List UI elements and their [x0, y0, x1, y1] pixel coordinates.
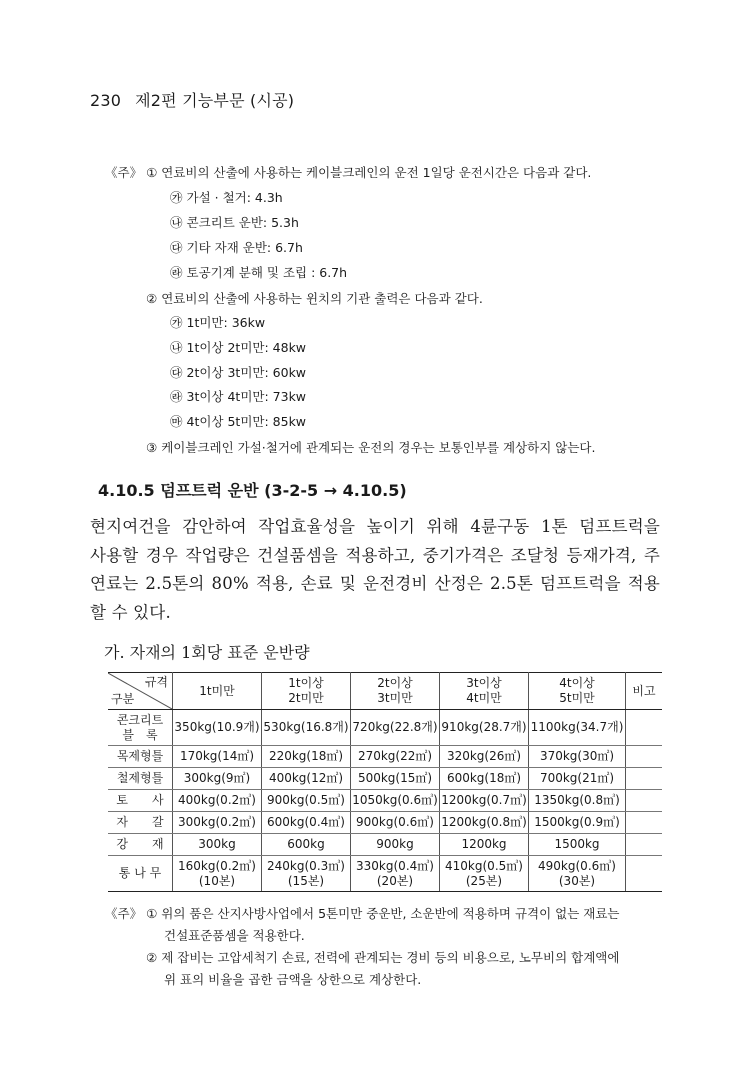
- table-cell: 320kg(26㎡): [440, 746, 529, 768]
- col-header-line2: 2t미만: [288, 691, 324, 705]
- table-cell: 900kg(0.6㎥): [351, 812, 440, 834]
- page-header: [90, 88, 294, 111]
- table-cell: 530kg(16.8개): [262, 710, 351, 746]
- cell-line1: 410kg(0.5㎥): [445, 858, 523, 873]
- note-text: 가설 · 철거: 4.3h: [186, 190, 283, 205]
- note-mark: ①: [146, 906, 158, 921]
- body-line: 할 수 있다.: [90, 602, 171, 622]
- table-header-row: [108, 673, 662, 710]
- col-header-line1: 비고: [632, 683, 656, 698]
- note-row: [170, 238, 303, 256]
- table-cell: 600kg(0.4㎥): [262, 812, 351, 834]
- cell-line1: 240kg(0.3㎥): [267, 858, 345, 873]
- table-cell: 300kg: [173, 834, 262, 856]
- cell-line2: (10본): [198, 873, 236, 888]
- table-heading: 가. 자재의 1회당 표준 운반량: [104, 643, 310, 662]
- note-row: [170, 363, 306, 381]
- col-header-line2: 4t미만: [466, 691, 502, 705]
- table-cell: 300kg(9㎡): [173, 768, 262, 790]
- table-cell: [626, 834, 663, 856]
- note-mark: ㉮: [170, 315, 183, 330]
- table-cell: [626, 746, 663, 768]
- table-cell: [351, 856, 440, 892]
- table-cell: 1050kg(0.6㎥): [351, 790, 440, 812]
- table-cell: 1100kg(34.7개): [529, 710, 626, 746]
- cell-line1: 490kg(0.6㎥): [538, 858, 616, 873]
- corner-spec-label: 규격: [144, 675, 168, 689]
- note-mark: ①: [146, 165, 158, 180]
- note-mark: ㉯: [170, 215, 183, 230]
- table-cell: 370kg(30㎡): [529, 746, 626, 768]
- note-text: 3t이상 4t미만: 73kw: [186, 389, 307, 404]
- note-mark: ㉮: [170, 190, 183, 205]
- col-header: [173, 673, 262, 710]
- table-cell: [173, 856, 262, 892]
- corner-category-label: 구분: [111, 692, 135, 706]
- cell-line2: (15본): [287, 873, 325, 888]
- note-row: [105, 904, 620, 922]
- corner-header: [108, 673, 173, 710]
- row-label: 토 사: [108, 790, 173, 812]
- table-row: [108, 746, 662, 768]
- note-text: 기타 자재 운반: 6.7h: [186, 240, 303, 255]
- table-cell: [626, 768, 663, 790]
- cell-line2: (30본): [558, 873, 596, 888]
- note-mark: ㉱: [170, 265, 183, 280]
- row-label: 강 재: [108, 834, 173, 856]
- table-cell: 600kg: [262, 834, 351, 856]
- note-text: 위 표의 비율을 곱한 금액을 상한으로 계상한다.: [164, 972, 422, 987]
- note-row: [170, 313, 265, 331]
- note-row: [146, 438, 595, 456]
- note-row: [170, 387, 306, 405]
- col-header: [529, 673, 626, 710]
- note-row: [170, 338, 306, 356]
- note-mark: ②: [146, 950, 158, 965]
- cell-line2: (25본): [465, 873, 503, 888]
- table-cell: 500kg(15㎡): [351, 768, 440, 790]
- table-cell: 400kg(12㎡): [262, 768, 351, 790]
- table-cell: 270kg(22㎡): [351, 746, 440, 768]
- col-header-line1: 3t이상: [466, 676, 502, 690]
- col-header: [440, 673, 529, 710]
- table-cell: 720kg(22.8개): [351, 710, 440, 746]
- table-cell: [440, 856, 529, 892]
- note-text: 토공기계 분해 및 조립 : 6.7h: [186, 265, 348, 280]
- row-label: 목제형틀: [108, 746, 173, 768]
- table-cell: 900kg(0.5㎥): [262, 790, 351, 812]
- table-cell: 1200kg: [440, 834, 529, 856]
- row-label: [108, 710, 173, 746]
- note-row: [146, 948, 619, 966]
- note-row: [146, 289, 483, 307]
- table-row: [108, 834, 662, 856]
- note-text: 연료비의 산출에 사용하는 윈치의 기관 출력은 다음과 같다.: [161, 291, 483, 306]
- body-line: 사용할 경우 작업량은 건설품셈을 적용하고, 중기가격은 조달청 등재가격, 주: [90, 545, 660, 565]
- row-label: 철제형틀: [108, 768, 173, 790]
- table-cell: 300kg(0.2㎥): [173, 812, 262, 834]
- note-text: 연료비의 산출에 사용하는 케이블크레인의 운전 1일당 운전시간은 다음과 같다.: [161, 165, 592, 180]
- table-row: [108, 710, 662, 746]
- note-text: 1t이상 2t미만: 48kw: [186, 340, 307, 355]
- row-label-line2: 블 록: [122, 727, 158, 742]
- note-mark: ②: [146, 291, 158, 306]
- table-cell: [626, 812, 663, 834]
- col-header-line1: 1t미만: [199, 683, 235, 698]
- note-text: 콘크리트 운반: 5.3h: [186, 215, 299, 230]
- cell-line1: 330kg(0.4㎥): [356, 858, 434, 873]
- note-mark: ㉰: [170, 365, 183, 380]
- table-cell: 900kg: [351, 834, 440, 856]
- table-cell: [626, 856, 663, 892]
- col-header-line2: 5t미만: [559, 691, 595, 705]
- table-cell: 1200kg(0.7㎥): [440, 790, 529, 812]
- col-header: [351, 673, 440, 710]
- table-cell: 1350kg(0.8㎥): [529, 790, 626, 812]
- row-label: 자 갈: [108, 812, 173, 834]
- row-label: 통 나 무: [108, 856, 173, 892]
- body-paragraph: [90, 513, 660, 627]
- note-text: 제 잡비는 고압세척기 손료, 전력에 관계되는 경비 등의 비용으로, 노무비의 합계액에: [161, 950, 620, 965]
- note-mark: ㉲: [170, 414, 183, 429]
- table-cell: 350kg(10.9개): [173, 710, 262, 746]
- note-row: [170, 412, 306, 430]
- note-row: [105, 163, 591, 181]
- cell-line1: 160kg(0.2㎥): [178, 858, 256, 873]
- table-cell: 1500kg(0.9㎥): [529, 812, 626, 834]
- table-cell: 910kg(28.7개): [440, 710, 529, 746]
- note-text: 4t이상 5t미만: 85kw: [186, 414, 307, 429]
- table-cell: [529, 856, 626, 892]
- note-row: [170, 263, 347, 281]
- note-text: 2t이상 3t미만: 60kw: [186, 365, 307, 380]
- table-cell: [626, 790, 663, 812]
- table-cell: 400kg(0.2㎥): [173, 790, 262, 812]
- col-header: [626, 673, 663, 710]
- note-mark: ㉯: [170, 340, 183, 355]
- table-cell: 1200kg(0.8㎥): [440, 812, 529, 834]
- note-row: [170, 213, 299, 231]
- body-line: 현지여건을 감안하여 작업효율성을 높이기 위해 4륜구동 1톤 덤프트럭을: [90, 517, 660, 536]
- note-text: 위의 품은 산지사방사업에서 5톤미만 중운반, 소운반에 적용하며 규격이 없는 재료는: [161, 906, 620, 921]
- note-text: 케이블크레인 가설·철거에 관계되는 운전의 경우는 보통인부를 계상하지 않는다.: [161, 440, 596, 455]
- col-header-line1: 1t이상: [288, 676, 324, 690]
- table-cell: 170kg(14㎡): [173, 746, 262, 768]
- page-number: 230: [90, 91, 122, 110]
- note-label: 《주》: [105, 165, 143, 180]
- section-title: 4.10.5 덤프트럭 운반 (3-2-5 → 4.10.5): [98, 481, 407, 500]
- note-text: 건설표준품셈을 적용한다.: [164, 928, 305, 943]
- note-label: 《주》: [105, 906, 143, 921]
- note-text: 1t미만: 36kw: [186, 315, 266, 330]
- note-mark: ③: [146, 440, 158, 455]
- note-mark: ㉱: [170, 389, 183, 404]
- note-row: [170, 188, 283, 206]
- table-cell: 700kg(21㎡): [529, 768, 626, 790]
- cell-line2: (20본): [376, 873, 414, 888]
- table-row: [108, 812, 662, 834]
- table-cell: 220kg(18㎡): [262, 746, 351, 768]
- table-cell: 600kg(18㎡): [440, 768, 529, 790]
- table-row: [108, 856, 662, 892]
- col-header-line1: 2t이상: [377, 676, 413, 690]
- chapter-title: 제2편 기능부문 (시공): [135, 91, 295, 110]
- body-line: 연료는 2.5톤의 80% 적용, 손료 및 운전경비 산정은 2.5톤 덤프트럭을 적용: [90, 574, 660, 593]
- col-header: [262, 673, 351, 710]
- table-row: [108, 768, 662, 790]
- transport-table: [108, 672, 662, 892]
- note-row: [164, 970, 421, 988]
- table-row: [108, 790, 662, 812]
- col-header-line2: 3t미만: [377, 691, 413, 705]
- row-label-line1: 콘크리트: [116, 712, 164, 727]
- note-mark: ㉰: [170, 240, 183, 255]
- table-cell: 1500kg: [529, 834, 626, 856]
- table-cell: [262, 856, 351, 892]
- col-header-line1: 4t이상: [559, 676, 595, 690]
- note-row: [164, 926, 305, 944]
- table-cell: [626, 710, 663, 746]
